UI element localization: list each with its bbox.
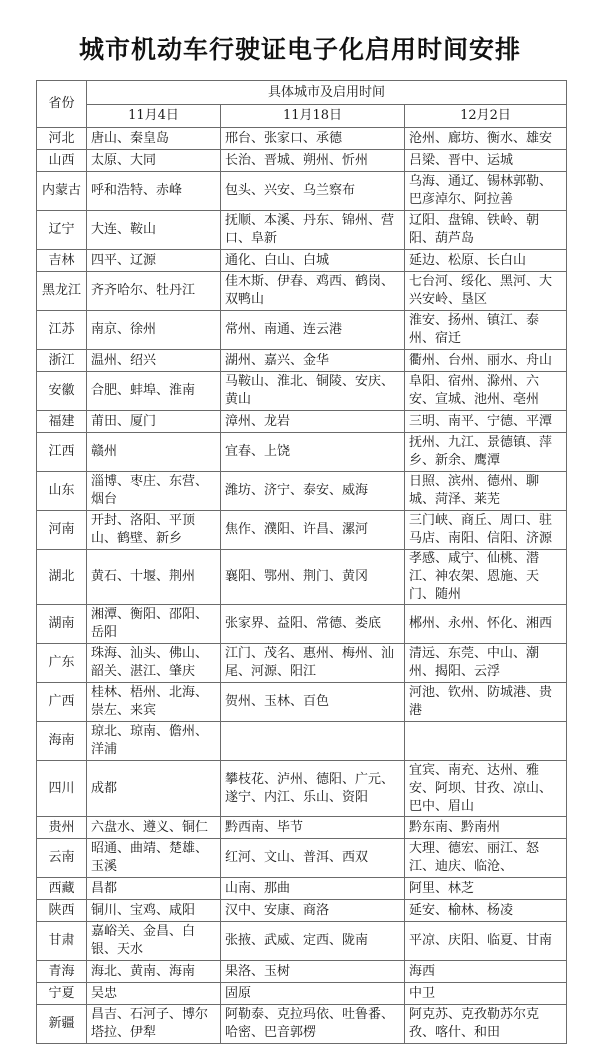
table-row [37, 511, 567, 550]
cities-cell-1: 海北、黄南、海南 [87, 961, 221, 983]
cities-cell-3: 延边、松原、长白山 [405, 250, 567, 272]
cities-cell-3: 清远、东莞、中山、潮州、揭阳、云浮 [405, 644, 567, 683]
province-cell: 贵州 [37, 817, 87, 839]
cities-cell-3: 日照、滨州、德州、聊城、菏泽、莱芜 [405, 472, 567, 511]
cities-cell-3: 三明、南平、宁德、平潭 [405, 411, 567, 433]
cities-cell-2: 邢台、张家口、承德 [221, 128, 405, 150]
cities-cell-2: 抚顺、本溪、丹东、锦州、营口、阜新 [221, 211, 405, 250]
cities-cell-3: 延安、榆林、杨凌 [405, 900, 567, 922]
cities-cell-2: 红河、文山、普洱、西双 [221, 839, 405, 878]
cities-cell-3: 黔东南、黔南州 [405, 817, 567, 839]
cities-cell-3: 抚州、九江、景德镇、萍乡、新余、鹰潭 [405, 433, 567, 472]
table-row [37, 761, 567, 817]
cities-cell-2: 黔西南、毕节 [221, 817, 405, 839]
table-row [37, 172, 567, 211]
cities-cell-3: 河池、钦州、防城港、贵港 [405, 683, 567, 722]
table-row [37, 433, 567, 472]
cities-cell-3: 淮安、扬州、镇江、泰州、宿迁 [405, 311, 567, 350]
cities-cell-2: 焦作、濮阳、许昌、漯河 [221, 511, 405, 550]
cities-cell-3: 郴州、永州、怀化、湘西 [405, 605, 567, 644]
table-row [37, 250, 567, 272]
table-row [37, 350, 567, 372]
province-cell: 陕西 [37, 900, 87, 922]
cities-cell-1: 南京、徐州 [87, 311, 221, 350]
province-cell: 甘肃 [37, 922, 87, 961]
cities-cell-3: 吕梁、晋中、运城 [405, 150, 567, 172]
table-row [37, 550, 567, 605]
table-row [37, 683, 567, 722]
cities-cell-2: 佳木斯、伊春、鸡西、鹤岗、双鸭山 [221, 272, 405, 311]
cities-cell-1: 桂林、梧州、北海、崇左、来宾 [87, 683, 221, 722]
cities-cell-2: 宜春、上饶 [221, 433, 405, 472]
province-cell: 吉林 [37, 250, 87, 272]
cities-cell-2: 汉中、安康、商洛 [221, 900, 405, 922]
schedule-table [36, 80, 567, 1044]
province-cell: 广东 [37, 644, 87, 683]
cities-cell-2: 包头、兴安、乌兰察布 [221, 172, 405, 211]
group-header: 具体城市及启用时间 [87, 81, 567, 105]
province-cell: 河南 [37, 511, 87, 550]
cities-cell-2: 漳州、龙岩 [221, 411, 405, 433]
province-header: 省份 [37, 81, 87, 128]
cities-cell-3: 三门峡、商丘、周口、驻马店、南阳、信阳、济源 [405, 511, 567, 550]
table-row [37, 311, 567, 350]
cities-cell-2: 通化、白山、白城 [221, 250, 405, 272]
table-row [37, 272, 567, 311]
cities-cell-2: 长治、晋城、朔州、忻州 [221, 150, 405, 172]
cities-cell-1: 莆田、厦门 [87, 411, 221, 433]
province-cell: 江苏 [37, 311, 87, 350]
table-row [37, 922, 567, 961]
table-row [37, 900, 567, 922]
table-row [37, 472, 567, 511]
table-row [37, 878, 567, 900]
province-cell: 福建 [37, 411, 87, 433]
date-header-3: 12月2日 [405, 105, 567, 128]
page-title: 城市机动车行驶证电子化启用时间安排 [78, 35, 521, 64]
cities-cell-3: 平凉、庆阳、临夏、甘南 [405, 922, 567, 961]
cities-cell-3: 七台河、绥化、黑河、大兴安岭、垦区 [405, 272, 567, 311]
cities-cell-2: 马鞍山、淮北、铜陵、安庆、黄山 [221, 372, 405, 411]
cities-cell-3: 大理、德宏、丽江、怒江、迪庆、临沧、 [405, 839, 567, 878]
cities-cell-1: 淄博、枣庄、东营、烟台 [87, 472, 221, 511]
province-cell: 四川 [37, 761, 87, 817]
cities-cell-2: 江门、茂名、惠州、梅州、汕尾、河源、阳江 [221, 644, 405, 683]
province-cell: 山西 [37, 150, 87, 172]
province-cell: 浙江 [37, 350, 87, 372]
cities-cell-1: 嘉峪关、金昌、白银、天水 [87, 922, 221, 961]
province-cell: 新疆 [37, 1005, 87, 1044]
cities-cell-3: 宜宾、南充、达州、雅安、阿坝、甘孜、凉山、巴中、眉山 [405, 761, 567, 817]
cities-cell-3: 海西 [405, 961, 567, 983]
cities-cell-1: 开封、洛阳、平顶山、鹤壁、新乡 [87, 511, 221, 550]
cities-cell-2: 山南、那曲 [221, 878, 405, 900]
cities-cell-3 [405, 722, 567, 761]
cities-cell-3: 阿里、林芝 [405, 878, 567, 900]
province-cell: 青海 [37, 961, 87, 983]
cities-cell-1: 齐齐哈尔、牡丹江 [87, 272, 221, 311]
cities-cell-1: 赣州 [87, 433, 221, 472]
cities-cell-2: 张家界、益阳、常德、娄底 [221, 605, 405, 644]
province-cell: 宁夏 [37, 983, 87, 1005]
table-row [37, 605, 567, 644]
cities-cell-1: 湘潭、衡阳、邵阳、岳阳 [87, 605, 221, 644]
cities-cell-2: 潍坊、济宁、泰安、威海 [221, 472, 405, 511]
cities-cell-1: 铜川、宝鸡、咸阳 [87, 900, 221, 922]
table-row [37, 411, 567, 433]
table-row [37, 983, 567, 1005]
cities-cell-1: 温州、绍兴 [87, 350, 221, 372]
cities-cell-3: 乌海、通辽、锡林郭勒、巴彦淖尔、阿拉善 [405, 172, 567, 211]
cities-cell-1: 成都 [87, 761, 221, 817]
province-cell: 湖北 [37, 550, 87, 605]
cities-cell-2: 固原 [221, 983, 405, 1005]
cities-cell-3: 阜阳、宿州、滁州、六安、宣城、池州、亳州 [405, 372, 567, 411]
province-cell: 江西 [37, 433, 87, 472]
cities-cell-1: 琼北、琼南、儋州、洋浦 [87, 722, 221, 761]
cities-cell-3: 辽阳、盘锦、铁岭、朝阳、葫芦岛 [405, 211, 567, 250]
table-row [37, 961, 567, 983]
cities-cell-1: 昭通、曲靖、楚雄、玉溪 [87, 839, 221, 878]
cities-cell-1: 昌都 [87, 878, 221, 900]
cities-cell-2 [221, 722, 405, 761]
cities-cell-3: 衢州、台州、丽水、舟山 [405, 350, 567, 372]
cities-cell-1: 太原、大同 [87, 150, 221, 172]
cities-cell-3: 孝感、咸宁、仙桃、潜江、神农架、恩施、天门、随州 [405, 550, 567, 605]
province-cell: 辽宁 [37, 211, 87, 250]
province-cell: 湖南 [37, 605, 87, 644]
province-cell: 西藏 [37, 878, 87, 900]
province-cell: 内蒙古 [37, 172, 87, 211]
table-row [37, 817, 567, 839]
province-cell: 河北 [37, 128, 87, 150]
table-body [37, 128, 567, 1044]
province-cell: 广西 [37, 683, 87, 722]
province-cell: 海南 [37, 722, 87, 761]
cities-cell-1: 昌吉、石河子、博尔塔拉、伊犁 [87, 1005, 221, 1044]
cities-cell-2: 襄阳、鄂州、荆门、黄冈 [221, 550, 405, 605]
cities-cell-1: 珠海、汕头、佛山、韶关、湛江、肇庆 [87, 644, 221, 683]
cities-cell-2: 张掖、武威、定西、陇南 [221, 922, 405, 961]
cities-cell-1: 吴忠 [87, 983, 221, 1005]
cities-cell-3: 沧州、廊坊、衡水、雄安 [405, 128, 567, 150]
cities-cell-2: 攀枝花、泸州、德阳、广元、遂宁、内江、乐山、资阳 [221, 761, 405, 817]
cities-cell-1: 呼和浩特、赤峰 [87, 172, 221, 211]
cities-cell-1: 六盘水、遵义、铜仁 [87, 817, 221, 839]
cities-cell-1: 合肥、蚌埠、淮南 [87, 372, 221, 411]
table-row [37, 211, 567, 250]
date-header-1: 11月4日 [87, 105, 221, 128]
table-row [37, 128, 567, 150]
table-header [37, 81, 567, 128]
cities-cell-1: 大连、鞍山 [87, 211, 221, 250]
table-row [37, 722, 567, 761]
cities-cell-1: 黄石、十堰、荆州 [87, 550, 221, 605]
table-row [37, 372, 567, 411]
cities-cell-2: 湖州、嘉兴、金华 [221, 350, 405, 372]
cities-cell-2: 果洛、玉树 [221, 961, 405, 983]
cities-cell-1: 四平、辽源 [87, 250, 221, 272]
table-row [37, 1005, 567, 1044]
date-header-2: 11月18日 [221, 105, 405, 128]
province-cell: 安徽 [37, 372, 87, 411]
cities-cell-1: 唐山、秦皇岛 [87, 128, 221, 150]
table-row [37, 150, 567, 172]
province-cell: 云南 [37, 839, 87, 878]
cities-cell-3: 阿克苏、克孜勒苏尔克孜、喀什、和田 [405, 1005, 567, 1044]
table-row [37, 644, 567, 683]
cities-cell-3: 中卫 [405, 983, 567, 1005]
cities-cell-2: 阿勒泰、克拉玛依、吐鲁番、哈密、巴音郭楞 [221, 1005, 405, 1044]
province-cell: 山东 [37, 472, 87, 511]
cities-cell-2: 贺州、玉林、百色 [221, 683, 405, 722]
province-cell: 黑龙江 [37, 272, 87, 311]
table-row [37, 839, 567, 878]
cities-cell-2: 常州、南通、连云港 [221, 311, 405, 350]
